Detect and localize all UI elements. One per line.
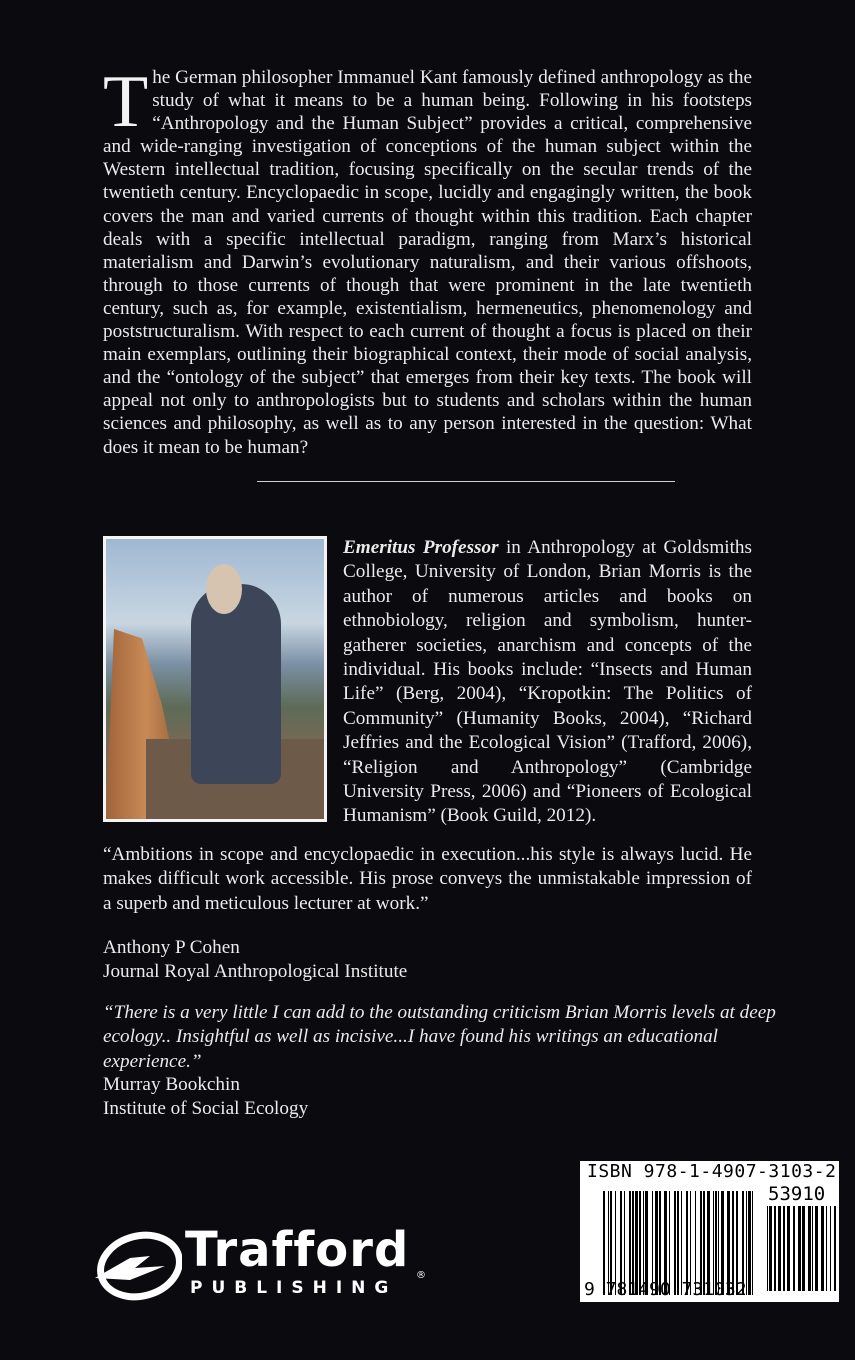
barcode-bar [769, 1206, 772, 1291]
divider [257, 481, 675, 482]
publisher-name: Trafford [185, 1222, 410, 1278]
addon-bars [767, 1206, 835, 1291]
author-title: Emeritus Professor [343, 537, 499, 558]
barcode-bar [767, 1206, 768, 1291]
review-source-1: Journal Royal Anthropological Institute [103, 961, 408, 983]
barcode-bar [830, 1206, 831, 1291]
bio-text: in Anthropology at Goldsmiths College, University of London, Brian Morris is the author of numerous articles and books on ethnobiology, religion and symbolism, hunter-gatherer societies, anarchism and concepts of the individual. His books include: “Insects and Human Life” (Berg, 2004), “Kropotkin: The Politics of Community” (Humanity Books, 2004), “Richard Jeffries and the Ecological Vision” (Trafford, 2006), “Religion and Anthropology” (Cambridge University Press, 2006) and “Pioneers of Ecological Humanism” (Book Guild, 2012). [343, 537, 752, 827]
price-addon-number: 53910 [768, 1183, 826, 1205]
barcode-bar [812, 1206, 813, 1291]
barcode-bar [815, 1206, 818, 1291]
barcode-bar [826, 1206, 827, 1291]
author-photo [103, 536, 327, 822]
registered-mark: ® [416, 1270, 426, 1281]
barcode-bar [798, 1206, 801, 1291]
publisher-logo [90, 1222, 430, 1308]
barcode-bar [808, 1206, 811, 1291]
review-attribution-1 [103, 936, 752, 984]
isbn-text: ISBN 978-1-4907-3103-2 [587, 1161, 837, 1182]
barcode-bar [834, 1206, 836, 1291]
trafford-swirl-icon [90, 1228, 182, 1306]
isbn-barcode [580, 1161, 839, 1302]
barcode-bar [783, 1206, 785, 1291]
barcode-bar [778, 1206, 781, 1291]
barcode-number: 9 781490 731032 [584, 1279, 747, 1300]
description-text: he German philosopher Immanuel Kant famously defined anthropology as the study of what it means to be a human being. Following in his footsteps “Anthropology and the Human Subject” provides a critical, comprehensive and wide-ranging investigation of conceptions of the human subject within the Western intellectual tradition, focusing specifically on the secular trends of the twentieth century. Encyclopaedic in scope, lucidly and engagingly written, the book covers the man and varied currents of thought within this tradition. Each chapter deals with a specific intellectual paradigm, ranging from Marx’s historical materialism and Darwin’s evolutionary naturalism, and their various offshoots, through to those currents of though that were prominent in the late twentieth century, such as, for example, existentialism, hermeneutics, phenomenology and poststructuralism. With respect to each current of thought a focus is placed on their main exemplars, outlining their biographical context, their mode of social analysis, and the “ontology of the subject” that emerges from their key texts. The book will appeal not only to anthropologists but to students and scholars within the human sciences and philosophy, as well as to any person interested in the question: What does it mean to be human? [103, 67, 752, 458]
barcode-bar [802, 1206, 805, 1291]
barcode-bar [793, 1206, 795, 1291]
review-attribution-2 [103, 1073, 308, 1122]
review-author-2: Murray Bookchin [103, 1074, 240, 1095]
review-author-1: Anthony P Cohen [103, 937, 240, 959]
barcode-bar [821, 1206, 824, 1291]
publisher-sub: PUBLISHING [190, 1278, 398, 1298]
barcode-bar [774, 1206, 776, 1291]
barcode-bar [752, 1191, 753, 1295]
review-quote-1: “Ambitions in scope and encyclopaedic in execution...his style is always lucid. He makes difficult work accessible. His prose conveys the unmistakable impression of a superb and meticulous lecturer at work.” [103, 843, 752, 914]
author-bio [103, 536, 752, 984]
barcode-bar [787, 1206, 790, 1291]
review-source-2: Institute of Social Ecology [103, 1098, 309, 1120]
review-quote-2: “There is a very little I can add to the outstanding criticism Brian Morris levels at deep ecology.. Insightful as well as incisive...I have found his writings an educational experience.” [103, 1002, 776, 1072]
drop-cap: T [103, 61, 149, 143]
book-description [103, 61, 752, 459]
barcode-bar [748, 1191, 751, 1295]
